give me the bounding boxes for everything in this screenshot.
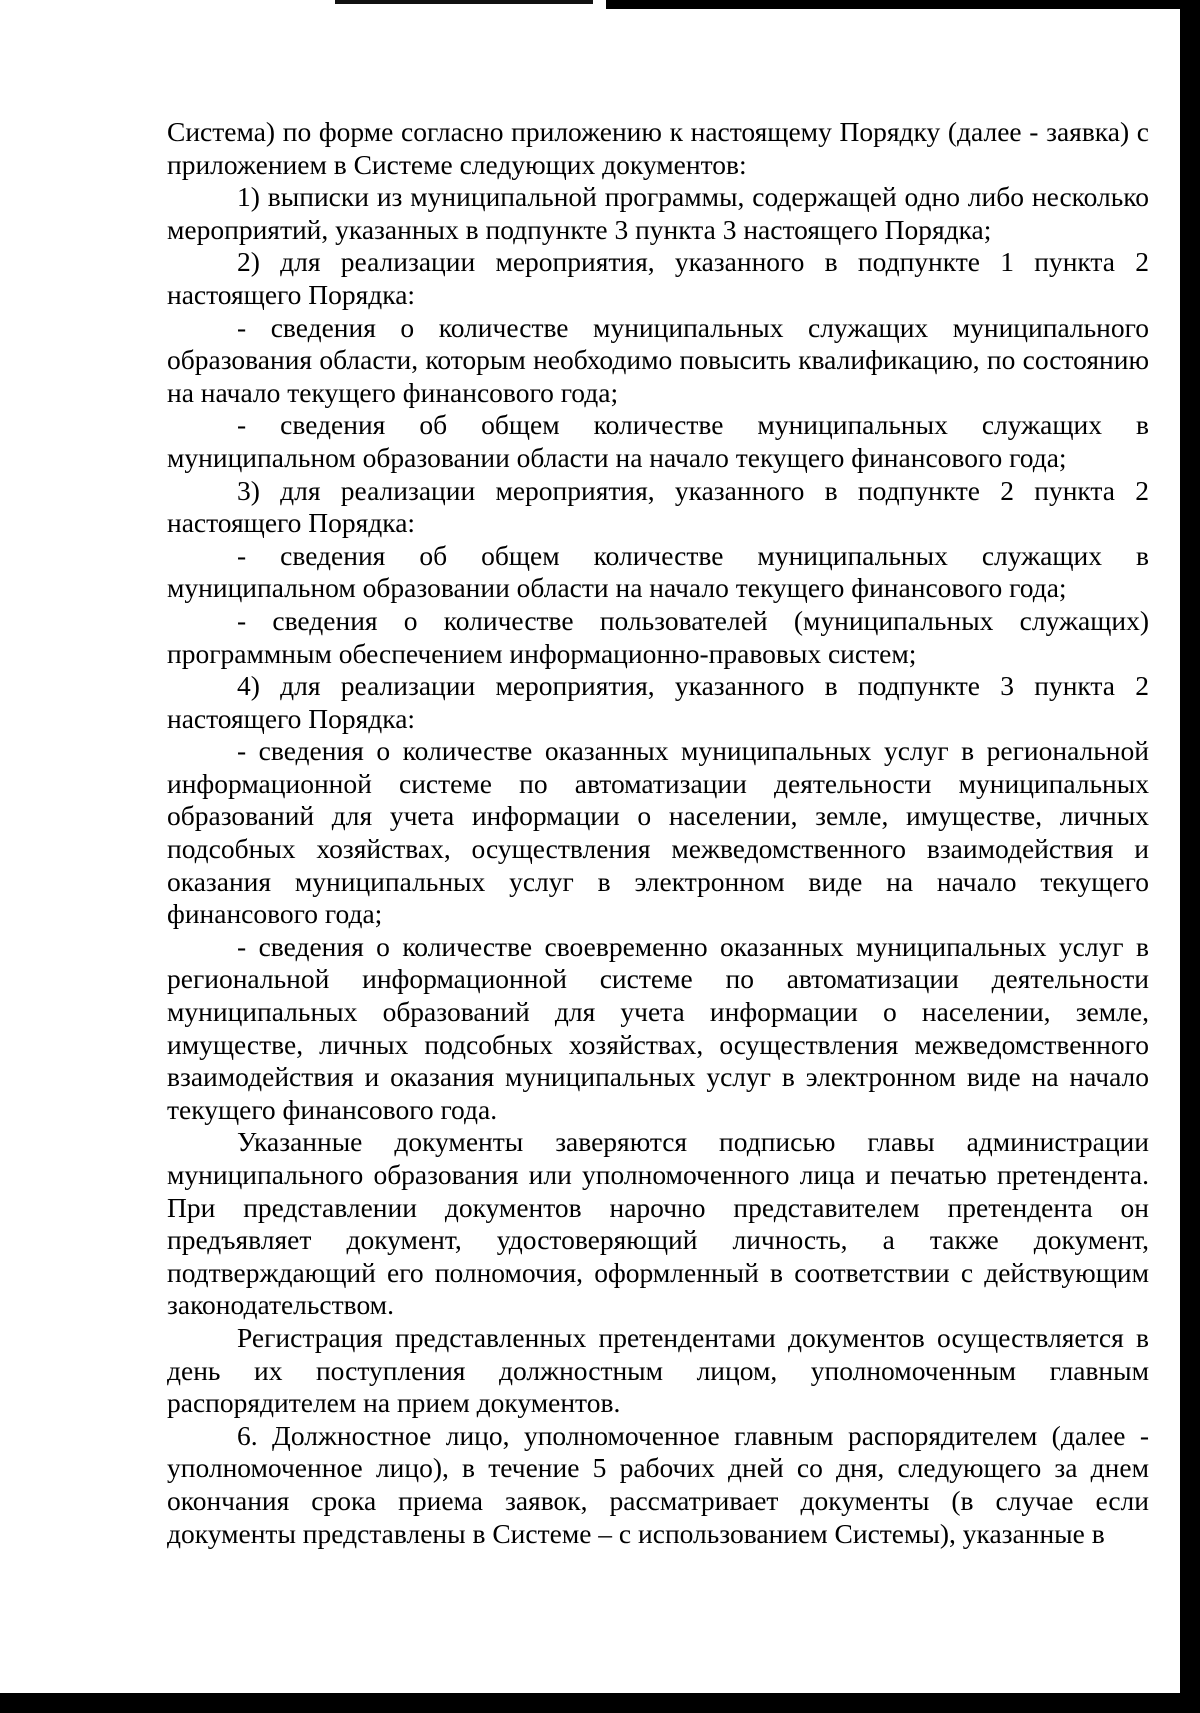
paragraph-7: - сведения об общем количестве муниципальных служащих в муниципальном образовании области на начало текущего финансового года; [167, 539, 1149, 604]
paragraph-3: 2) для реализации мероприятия, указанного в подпункте 1 пункта 2 настоящего Порядка: [167, 246, 1149, 310]
paragraph-6: 3) для реализации мероприятия, указанного в подпункте 2 пункта 2 настоящего Порядка: [167, 474, 1149, 539]
scan-border-top-right [606, 0, 1200, 9]
scan-border-top-left [335, 0, 593, 4]
paragraph-9: 4) для реализации мероприятия, указанного в подпункте 3 пункта 2 настоящего Порядка: [167, 670, 1149, 734]
paragraph-13: Регистрация представленных претендентами документов осуществляется в день их поступления должностным лицом, уполномоченным главным распорядителем на прием документов. [167, 1321, 1149, 1419]
paragraph-10: - сведения о количестве оказанных муниципальных услуг в региональной информационной системе по автоматизации деятельности муниципальных образований для учета информации о населении, земле, имуществе, личных подсобных хозяйствах, осуществления межведомственного взаимодействия и оказания муниципальных услуг в электронном виде на начало текущего финансового года; [167, 735, 1149, 930]
document-body [167, 116, 1149, 1550]
paragraph-5: - сведения об общем количестве муниципальных служащих в муниципальном образовании области на начало текущего финансового года; [167, 409, 1149, 473]
scan-border-right [1180, 0, 1200, 1713]
paragraph-1: Система) по форме согласно приложению к настоящему Порядку (далее - заявка) с приложением в Системе следующих документов: [167, 116, 1149, 180]
paragraph-12: Указанные документы заверяются подписью главы администрации муниципального образования или уполномоченного лица и печатью претендента. При представлении документов нарочно представителем претендента он предъявляет документ, удостоверяющий личность, а также документ, подтверждающий его полномочия, оформленный в соответствии с действующим законодательством. [167, 1126, 1149, 1321]
paragraph-8: - сведения о количестве пользователей (муниципальных служащих) программным обеспечением информационно-правовых систем; [167, 604, 1149, 669]
paragraph-2: 1) выписки из муниципальной программы, содержащей одно либо несколько мероприятий, указанных в подпункте 3 пункта 3 настоящего Порядка; [167, 181, 1149, 245]
paragraph-11: - сведения о количестве своевременно оказанных муниципальных услуг в региональной информационной системе по автоматизации деятельности муниципальных образований для учета информации о населении, земле, имуществе, личных подсобных хозяйствах, осуществления межведомственного взаимодействия и оказания муниципальных услуг в электронном виде на начало текущего финансового года. [167, 930, 1149, 1125]
paragraph-4: - сведения о количестве муниципальных служащих муниципального образования области, которым необходимо повысить квалификацию, по состоянию на начало текущего финансового года; [167, 311, 1149, 408]
paragraph-14: 6. Должностное лицо, уполномоченное главным распорядителем (далее - уполномоченное лицо), в течение 5 рабочих дней со дня, следующего за днем окончания срока приема заявок, рассматривает документы (в случае если документы представлены в Системе – с использованием Системы), указанные в [167, 1419, 1149, 1549]
scan-border-bottom [0, 1693, 1200, 1713]
